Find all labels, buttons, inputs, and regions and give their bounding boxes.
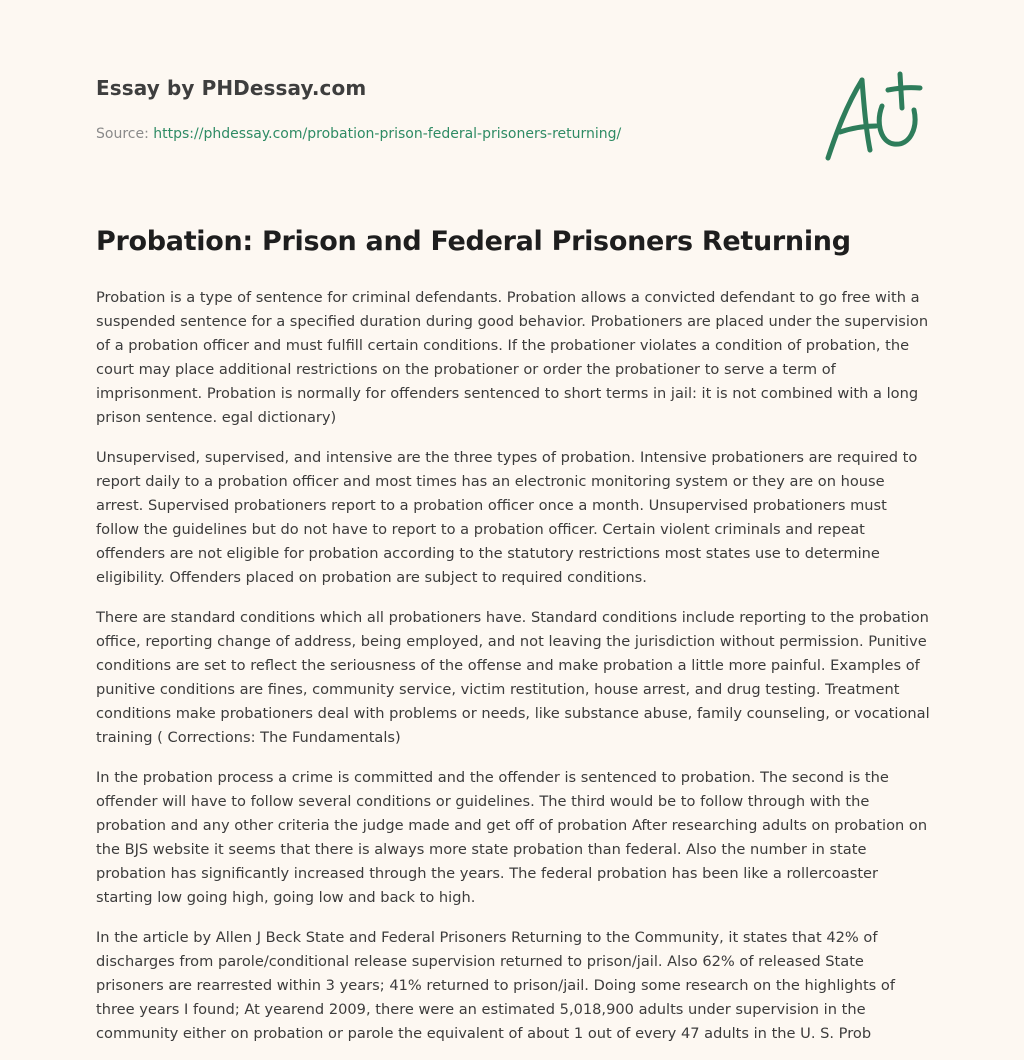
source-label: Source: <box>96 126 149 142</box>
a-plus-logo-icon <box>818 66 930 166</box>
essay-body <box>96 286 932 1060</box>
paragraph: In the article by Allen J Beck State and Federal Prisoners Returning to the Community, it states that 42% of discharges from parole/conditional release supervision returned to prison/jail. Also 62% of released State prisoners are rearrested within 3 years; 41% returned to prison/jail. Doing some research on the highlights of three years I found; At yearend 2009, there were an estimated 5,018,900 adults under supervision in the community either on probation or parole the equivalent of about 1 out of every 47 adults in the U. S. Prob <box>96 929 895 1042</box>
paragraph: Probation is a type of sentence for criminal defendants. Probation allows a convicted defendant to go free with a suspended sentence for a specified duration during good behavior. Probationers are placed under the supervision of a probation officer and must fulfill certain conditions. If the probationer violates a condition of probation, the court may place additional restrictions on the probationer or order the probationer to serve a term of imprisonment. Probation is normally for offenders sentenced to short terms in jail: it is not combined with a long prison sentence. egal dictionary) <box>96 289 929 426</box>
page-header <box>96 76 736 142</box>
paragraph: There are standard conditions which all probationers have. Standard conditions include reporting to the probation office, reporting change of address, being employed, and not leaving the jurisdiction without permission. Punitive conditions are set to reflect the seriousness of the offense and make probation a little more painful. Examples of punitive conditions are fines, community service, victim restitution, house arrest, and drug testing. Treatment conditions make probationers deal with problems or needs, like substance abuse, family counseling, or vocational training ( Corrections: The Fundamentals) <box>96 609 930 746</box>
essay-title: Probation: Prison and Federal Prisoners Returning <box>96 226 851 257</box>
source-link[interactable]: https://phdessay.com/probation-prison-federal-prisoners-returning/ <box>153 126 622 142</box>
a-plus-logo <box>818 66 930 166</box>
source-line <box>96 126 736 142</box>
paragraph: In the probation process a crime is committed and the offender is sentenced to probation. The second is the offender will have to follow several conditions or guidelines. The third would be to follow through with the probation and any other criteria the judge made and get off of probation After researching adults on probation on the BJS website it seems that there is always more state probation than federal. Also the number in state probation has significantly increased through the years. The federal probation has been like a rollercoaster starting low going high, going low and back to high. <box>96 769 928 906</box>
paragraph: Unsupervised, supervised, and intensive are the three types of probation. Intensive probationers are required to report daily to a probation officer and most times has an electronic monitoring system or they are on house arrest. Supervised probationers report to a probation officer once a month. Unsupervised probationers must follow the guidelines but do not have to report to a probation officer. Certain violent criminals and repeat offenders are not eligible for probation according to the statutory restrictions most states use to determine eligibility. Offenders placed on probation are subject to required conditions. <box>96 449 918 586</box>
site-title: Essay by PHDessay.com <box>96 76 367 100</box>
